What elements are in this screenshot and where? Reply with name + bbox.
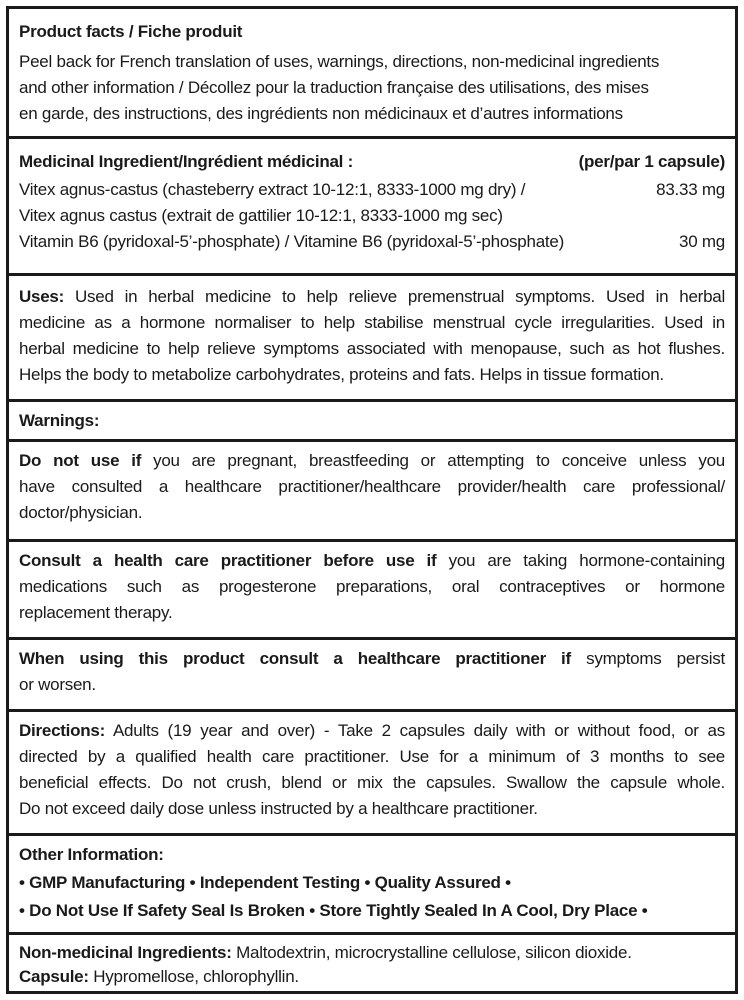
medicinal-heading: Medicinal Ingredient/Ingrédient médicinal : <box>19 152 354 171</box>
consult-line: replacement therapy. <box>19 603 173 622</box>
directions-line: directed by a qualified health care practitioner. Use for a minimum of 3 months to see <box>19 747 725 766</box>
ingredient-name: Vitex agnus-castus (chasteberry extract 10-12:1, 8333-1000 mg dry) / <box>19 180 526 199</box>
uses-line <box>19 284 725 310</box>
uses-section <box>9 273 735 399</box>
when-using-section <box>9 637 735 709</box>
capsule-text: Hypromellose, chlorophyllin. <box>93 967 299 986</box>
directions-text: Adults (19 year and over) - Take 2 capsules daily with or without food, or as <box>112 721 725 740</box>
when-using-text: symptoms persist <box>586 649 725 668</box>
consult-line: medications such as progesterone preparations, oral contraceptives or hormone <box>19 577 725 596</box>
uses-line: medicine as a hormone normaliser to help stabilise menstrual cycle irregularities. Used in <box>19 313 725 332</box>
warnings-heading-section <box>9 399 735 439</box>
consult-text: you are taking hormone-containing <box>448 551 725 570</box>
do-not-use-label: Do not use if <box>19 451 142 470</box>
uses-label: Uses: <box>19 287 65 306</box>
ingredient-row <box>19 203 725 229</box>
directions-section <box>9 709 735 833</box>
do-not-use-text: you are pregnant, breastfeeding or attempting to conceive unless you <box>153 451 725 470</box>
product-facts-line: en garde, des instructions, des ingrédients non médicinaux et d’autres informations <box>19 104 623 123</box>
medicinal-ingredient-section <box>9 136 735 273</box>
ingredient-amount: 83.33 mg <box>656 180 725 199</box>
consult-label: Consult a health care practitioner before use if <box>19 551 437 570</box>
consult-section <box>9 539 735 637</box>
product-facts-line: and other information / Décollez pour la traduction française des utilisations, des mises <box>19 78 649 97</box>
other-information-heading: Other Information: <box>19 845 164 864</box>
capsule-label: Capsule: <box>19 967 89 986</box>
other-information-line: • GMP Manufacturing • Independent Testing • Quality Assured • <box>19 873 511 892</box>
uses-line: herbal medicine to help relieve symptoms associated with menopause, such as hot flushes. <box>19 339 725 358</box>
warnings-heading: Warnings: <box>19 411 100 430</box>
capsule-line <box>19 964 725 990</box>
do-not-use-section <box>9 439 735 539</box>
product-facts-panel <box>6 6 738 994</box>
product-facts-section <box>9 9 735 136</box>
ingredient-name: Vitamin B6 (pyridoxal-5’-phosphate) / Vitamine B6 (pyridoxal-5’-phosphate) <box>19 232 564 251</box>
ingredient-row <box>19 229 725 255</box>
directions-line: Do not exceed daily dose unless instructed by a healthcare practitioner. <box>19 799 538 818</box>
non-medicinal-text: Maltodextrin, microcrystalline cellulose, silicon dioxide. <box>236 943 632 962</box>
other-information-section <box>9 833 735 932</box>
uses-text: Used in herbal medicine to help relieve premenstrual symptoms. Used in herbal <box>75 287 725 306</box>
ingredient-row <box>19 177 725 203</box>
do-not-use-line <box>19 448 725 474</box>
medicinal-heading-row <box>19 149 725 175</box>
product-facts-heading: Product facts / Fiche produit <box>19 22 243 41</box>
ingredient-name: Vitex agnus castus (extrait de gattilier 10-12:1, 8333-1000 mg sec) <box>19 206 503 225</box>
ingredient-amount: 30 mg <box>679 232 725 251</box>
non-medicinal-section <box>9 932 735 991</box>
do-not-use-line: have consulted a healthcare practitioner/healthcare provider/health care professional/ <box>19 477 725 496</box>
when-using-line <box>19 646 725 672</box>
non-medicinal-line <box>19 940 725 966</box>
product-facts-line: Peel back for French translation of uses, warnings, directions, non-medicinal ingredients <box>19 52 660 71</box>
do-not-use-line: doctor/physician. <box>19 503 143 522</box>
when-using-label: When using this product consult a healthcare practitioner if <box>19 649 571 668</box>
consult-line <box>19 548 725 574</box>
directions-label: Directions: <box>19 721 106 740</box>
non-medicinal-label: Non-medicinal Ingredients: <box>19 943 232 962</box>
per-capsule-label: (per/par 1 capsule) <box>578 152 725 171</box>
when-using-line: or worsen. <box>19 675 96 694</box>
other-information-line: • Do Not Use If Safety Seal Is Broken • Store Tightly Sealed In A Cool, Dry Place • <box>19 901 648 920</box>
directions-line <box>19 718 725 744</box>
uses-line: Helps the body to metabolize carbohydrates, proteins and fats. Helps in tissue formation. <box>19 365 664 384</box>
directions-line: beneficial effects. Do not crush, blend or mix the capsules. Swallow the capsule whole. <box>19 773 725 792</box>
